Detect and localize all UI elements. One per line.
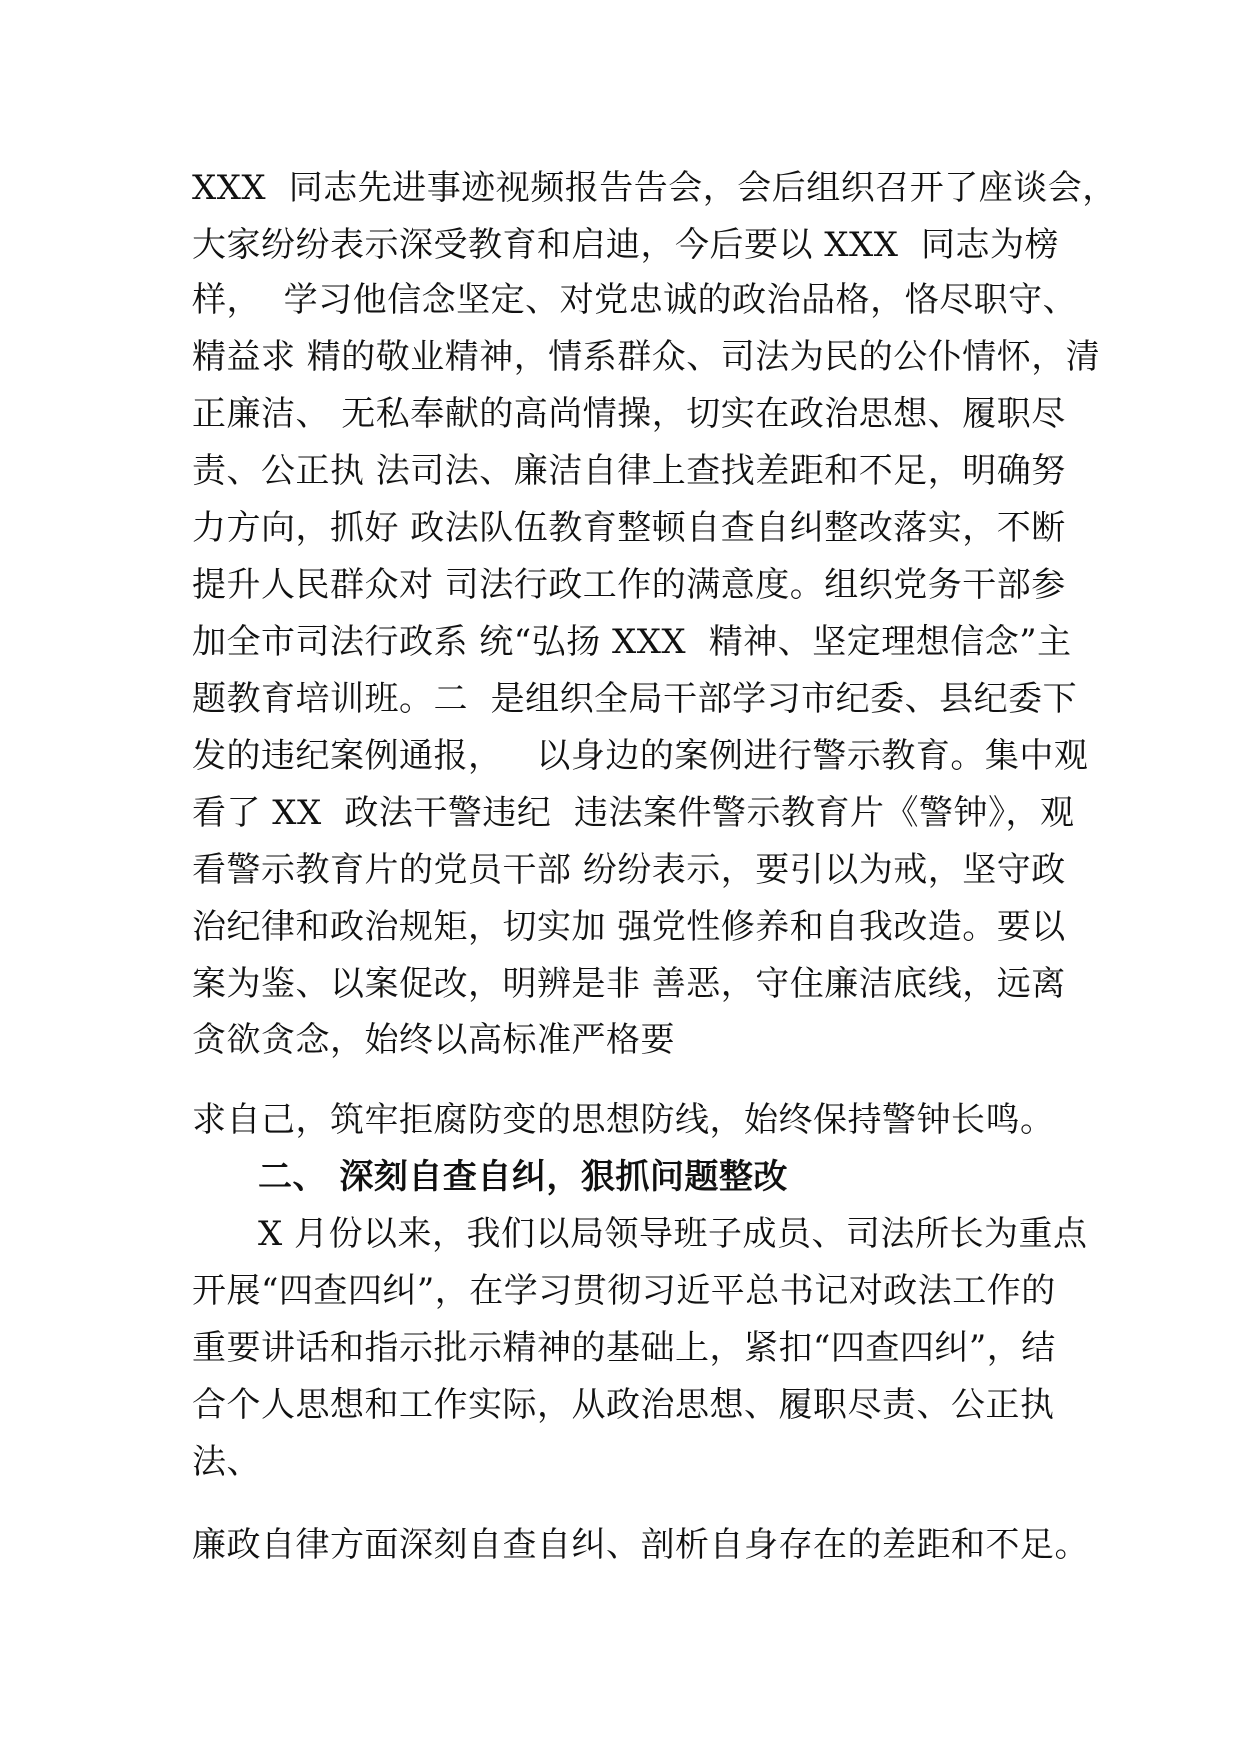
paragraph-line: 看警示教育片的党员干部 纷纷表示，要引以为戒，坚守政: [192, 850, 1066, 890]
paragraph-line: 开展“四查四纠”，在学习贯彻习近平总书记对政法工作的: [192, 1271, 1056, 1311]
paragraph-line: 法、: [192, 1442, 261, 1482]
paragraph-line: 大家纷纷表示深受教育和启迪，今后要以 XXX 同志为榜: [192, 225, 1060, 265]
paragraph-line: 合个人思想和工作实际，从政治思想、履职尽责、公正执: [192, 1385, 1055, 1425]
paragraph-line: 正廉洁、 无私奉献的高尚情操，切实在政治思想、履职尽: [192, 394, 1066, 434]
paragraph-line: 重要讲话和指示批示精神的基础上，紧扣“四查四纠”，结: [192, 1328, 1056, 1368]
paragraph-line: 精益求 精的敬业精神，情系群众、司法为民的公仆情怀，清: [192, 337, 1101, 377]
paragraph-line: 廉政自律方面深刻自查自纠、剖析自身存在的差距和不足。: [192, 1525, 1089, 1565]
section-heading: 二、 深刻自查自纠，狠抓问题整改: [258, 1157, 788, 1197]
paragraph-line: 求自己，筑牢拒腐防变的思想防线，始终保持警钟长鸣。: [192, 1100, 1055, 1140]
paragraph-line: 提升人民群众对 司法行政工作的满意度。组织党务干部参: [192, 565, 1066, 605]
paragraph-line: 治纪律和政治规矩，切实加 强党性修养和自我改造。要以: [192, 907, 1066, 947]
paragraph-line: 贪欲贪念，始终以高标准严格要: [192, 1020, 675, 1060]
paragraph-line: 责、公正执 法司法、廉洁自律上查找差距和不足，明确努: [192, 451, 1066, 491]
paragraph-line: 看了 XX 政法干警违纪 违法案件警示教育片《警钟》，观: [192, 793, 1075, 833]
paragraph-line: 样， 学习他信念坚定、对党忠诚的政治品格，恪尽职守、: [192, 280, 1078, 320]
paragraph-line: X 月份以来，我们以局领导班子成员、司法所长为重点: [258, 1214, 1088, 1254]
paragraph-line: 力方向，抓好 政法队伍教育整顿自查自纠整改落实，不断: [192, 508, 1066, 548]
paragraph-line: 题教育培训班。二 是组织全局干部学习市纪委、县纪委下: [192, 679, 1078, 719]
paragraph-line: 发的违纪案例通报， 以身边的案例进行警示教育。集中观: [192, 736, 1089, 776]
paragraph-line: 加全市司法行政系 统“弘扬 XXX 精神、坚定理想信念”主: [192, 622, 1072, 662]
paragraph-line: XXX 同志先进事迹视频报告告会，会后组织召开了座谈会，: [192, 168, 1117, 208]
paragraph-line: 案为鉴、以案促改，明辨是非 善恶，守住廉洁底线，远离: [192, 964, 1066, 1004]
